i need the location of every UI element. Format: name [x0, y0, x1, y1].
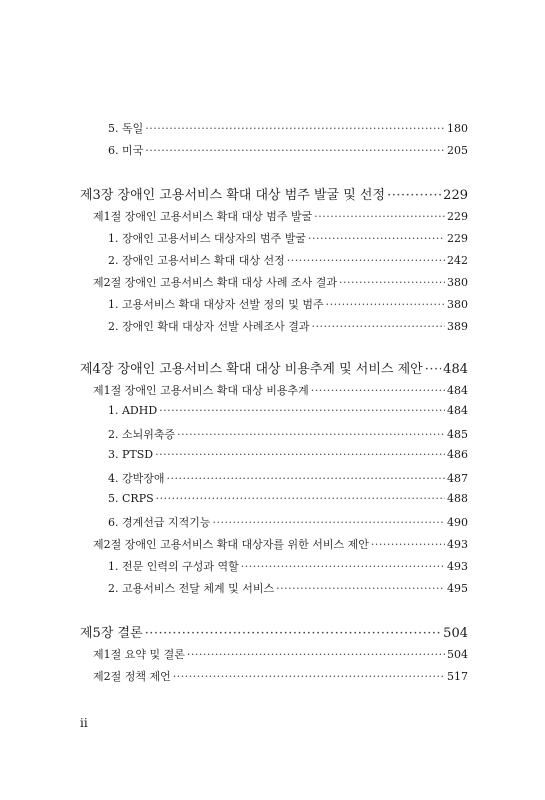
- dot-leader: [276, 582, 445, 595]
- dot-leader: [287, 254, 445, 267]
- dot-leader: [312, 320, 446, 333]
- dot-leader: [145, 144, 445, 157]
- toc-section[interactable]: [93, 668, 468, 684]
- toc-entry-page: 486: [447, 448, 468, 461]
- dot-leader: [177, 428, 445, 441]
- toc-entry-page: 487: [447, 472, 468, 485]
- toc-section-label: 제2절 장애인 고용서비스 확대 대상 사례 조사 결과: [93, 276, 337, 289]
- toc-section-label: 제1절 장애인 고용서비스 확대 대상 범주 발굴: [93, 210, 313, 223]
- dot-leader: [213, 516, 446, 529]
- toc-entry-page: 484: [447, 404, 468, 417]
- toc-entry[interactable]: [108, 252, 468, 268]
- dot-leader: [314, 210, 445, 223]
- toc-entry[interactable]: [108, 426, 468, 442]
- toc-entry[interactable]: [108, 470, 468, 486]
- dot-leader: [339, 276, 445, 289]
- toc-entry-label: 2. 장애인 확대 대상자 선발 사례조사 결과: [108, 320, 310, 333]
- toc-entry-page: 389: [447, 320, 468, 333]
- toc-entry-label: 2. 장애인 고용서비스 확대 대상 선정: [108, 254, 285, 267]
- toc-section-page: 517: [447, 670, 468, 683]
- toc-section-page: 493: [447, 538, 468, 551]
- toc-chapter-page: 484: [443, 362, 468, 377]
- page-number: ii: [80, 716, 88, 730]
- toc-section-page: 229: [447, 210, 468, 223]
- dot-leader: [156, 492, 445, 505]
- toc-entry[interactable]: [108, 318, 468, 334]
- toc-section[interactable]: [93, 382, 468, 398]
- toc-entry-label: 6. 경계선급 지적기능: [108, 516, 211, 529]
- dot-leader: [311, 384, 445, 397]
- dot-leader: [155, 448, 445, 461]
- toc-entry-page: 242: [447, 254, 468, 267]
- toc-chapter-page: 504: [443, 626, 468, 641]
- toc-entry[interactable]: [108, 296, 468, 312]
- toc-entry-page: 205: [447, 144, 468, 157]
- toc-entry-label: 1. 고용서비스 확대 대상자 선발 정의 및 범주: [108, 298, 324, 311]
- toc-entry[interactable]: [108, 580, 468, 596]
- toc-chapter-label: 제4장 장애인 고용서비스 확대 대상 비용추계 및 서비스 제안: [80, 362, 423, 377]
- dot-leader: [371, 538, 445, 551]
- toc-section-page: 484: [447, 384, 468, 397]
- toc-section-label: 제2절 정책 제언: [93, 670, 171, 683]
- toc-section-page: 380: [447, 276, 468, 289]
- dot-leader: [308, 232, 445, 245]
- dot-leader: [173, 670, 445, 683]
- toc-entry[interactable]: [108, 558, 468, 574]
- toc-entry[interactable]: [108, 142, 468, 158]
- toc-section[interactable]: [93, 536, 468, 552]
- toc-entry[interactable]: [108, 448, 468, 461]
- toc-entry-page: 488: [447, 492, 468, 505]
- toc-entry-label: 5. 독일: [108, 122, 144, 135]
- dot-leader: [187, 648, 445, 661]
- toc-chapter[interactable]: [80, 184, 468, 203]
- toc-entry-label: 1. 전문 인력의 구성과 역할: [108, 560, 239, 573]
- toc-entry-page: 493: [447, 560, 468, 573]
- toc-entry-label: 5. CRPS: [108, 492, 154, 505]
- toc-entry[interactable]: [108, 404, 468, 417]
- toc-chapter[interactable]: [80, 622, 468, 641]
- toc-section[interactable]: [93, 646, 468, 662]
- dot-leader: [159, 404, 445, 417]
- toc-entry-page: 485: [447, 428, 468, 441]
- dot-leader: [387, 188, 441, 203]
- toc-entry[interactable]: [108, 120, 468, 136]
- toc-section-page: 504: [447, 648, 468, 661]
- toc-entry-page: 490: [447, 516, 468, 529]
- toc-entry-label: 1. ADHD: [108, 404, 158, 417]
- dot-leader: [241, 560, 445, 573]
- toc-entry-page: 180: [447, 122, 468, 135]
- toc-entry[interactable]: [108, 514, 468, 530]
- toc-entry-page: 380: [447, 298, 468, 311]
- dot-leader: [425, 362, 441, 377]
- toc-entry-label: 4. 강박장애: [108, 472, 165, 485]
- toc-entry-page: 229: [447, 232, 468, 245]
- toc-chapter-label: 제3장 장애인 고용서비스 확대 대상 범주 발굴 및 선정: [80, 188, 386, 203]
- toc-entry[interactable]: [108, 230, 468, 246]
- toc-entry-label: 2. 고용서비스 전달 체계 및 서비스: [108, 582, 275, 595]
- toc-entry-page: 495: [447, 582, 468, 595]
- toc-entry[interactable]: [108, 492, 468, 505]
- toc-entry-label: 3. PTSD: [108, 448, 154, 461]
- toc-section-label: 제1절 요약 및 결론: [93, 648, 185, 661]
- toc-entry-label: 2. 소뇌위축증: [108, 428, 176, 441]
- toc-chapter-label: 제5장 결론: [80, 626, 143, 641]
- toc-section-label: 제2절 장애인 고용서비스 확대 대상자를 위한 서비스 제안: [93, 538, 369, 551]
- toc-section[interactable]: [93, 208, 468, 224]
- toc-entry-label: 1. 장애인 고용서비스 대상자의 범주 발굴: [108, 232, 306, 245]
- dot-leader: [326, 298, 445, 311]
- dot-leader: [167, 472, 446, 485]
- toc-chapter-page: 229: [443, 188, 468, 203]
- toc-section-label: 제1절 장애인 고용서비스 확대 대상 비용추계: [93, 384, 309, 397]
- dot-leader: [145, 626, 442, 641]
- toc-section[interactable]: [93, 274, 468, 290]
- toc-chapter[interactable]: [80, 358, 468, 377]
- dot-leader: [145, 122, 445, 135]
- toc-entry-label: 6. 미국: [108, 144, 144, 157]
